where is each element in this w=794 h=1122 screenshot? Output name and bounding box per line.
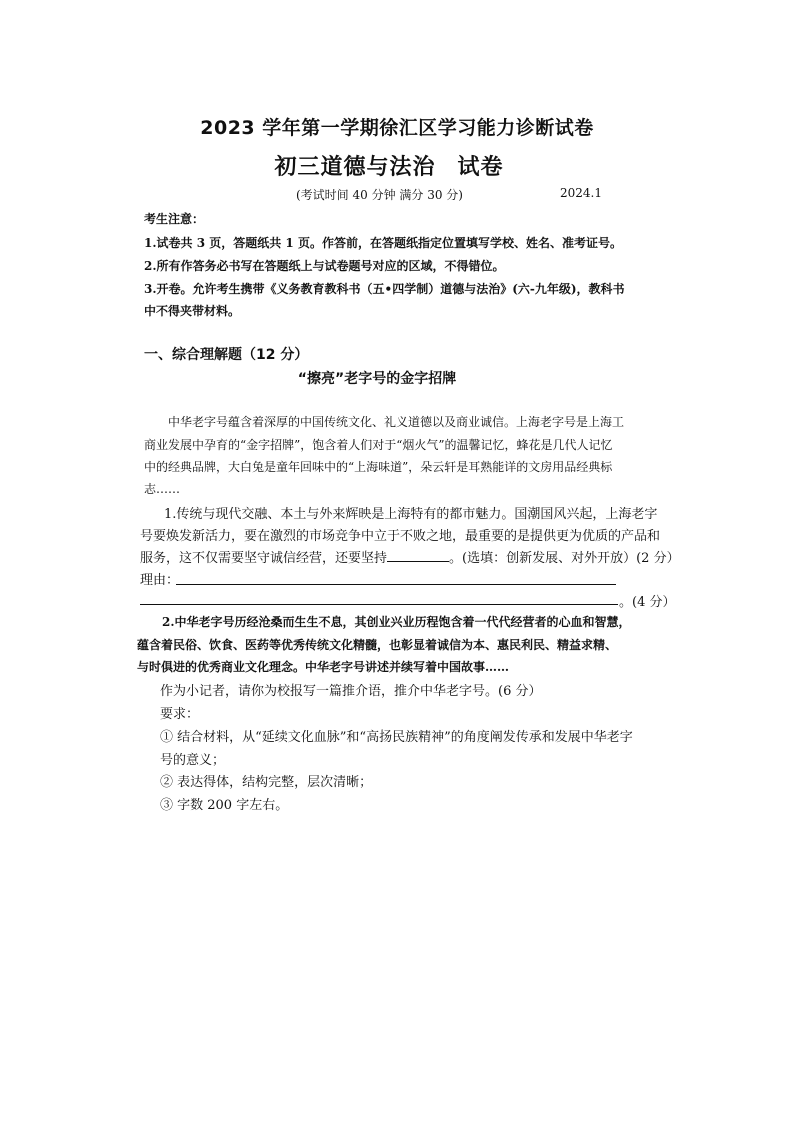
requirement-item: ③ 字数 200 字左右。 (160, 798, 289, 813)
material-line: 中华老字号蕴含着深厚的中国传统文化、礼义道德以及商业诚信。上海老字号是上海工 (168, 415, 625, 429)
requirement-item: 号的意义； (160, 753, 226, 768)
material-title: “擦亮”老字号的金字招牌 (297, 371, 457, 387)
answer-blank[interactable] (387, 549, 449, 562)
question-2-line: 与时俱进的优秀商业文化理念。中华老字号讲述并续写着中国故事…… (137, 660, 510, 674)
material-line: 中的经典品牌，大白兔是童年回味中的“上海味道”，朵云轩是耳熟能详的文房用品经典标 (144, 460, 613, 474)
subtitle-paper: 试卷 (457, 155, 504, 180)
question-2-line: 2.中华老字号历经沧桑而生生不息，其创业兴业历程饱含着一代代经营者的心血和智慧， (162, 615, 631, 629)
reason-answer-line[interactable] (140, 604, 618, 605)
requirement-item: ① 结合材料，从“延续文化血脉”和“高扬民族精神”的角度阐发传承和发展中华老字 (160, 730, 633, 745)
note-item: 中不得夹带材料。 (144, 304, 241, 318)
exam-subtitle (0, 150, 786, 181)
requirement-item: ② 表达得体，结构完整，层次清晰； (160, 775, 373, 790)
question-1-text: 服务，这不仅需要坚守诚信经营，还要坚持 (140, 551, 388, 566)
reason-answer-line[interactable] (176, 584, 616, 585)
material-line: 志…… (144, 482, 181, 496)
note-item: 3.开卷。允许考生携带《义务教育教科书（五•四学制）道德与法治》(六-九年级)，教科书 (144, 282, 625, 296)
question-2-task: 作为小记者，请你为校报写一篇推介语，推介中华老字号。(6 分） (160, 684, 542, 699)
note-item: 2.所有作答务必书写在答题纸上与试卷题号对应的区域，不得错位。 (144, 259, 505, 273)
exam-info: (考试时间 40 分钟 满分 30 分) (296, 188, 463, 202)
material-line: 商业发展中孕育的“金字招牌”，饱含着人们对于“烟火气”的温馨记忆，蜂花是几代人记忆 (144, 438, 613, 452)
question-1-line: 1.传统与现代交融、本土与外来辉映是上海特有的都市魅力。国潮国风兴起，上海老字 (164, 507, 658, 522)
requirements-heading: 要求： (160, 707, 200, 722)
exam-title: 2023 学年第一学期徐汇区学习能力诊断试卷 (200, 117, 594, 139)
reason-label: 理由： (140, 573, 180, 588)
subtitle-subject: 初三道德与法治 (274, 155, 436, 180)
exam-date: 2024.1 (560, 186, 602, 200)
section-heading: 一、综合理解题（12 分） (144, 347, 309, 363)
question-1-line: 号要焕发新活力，要在激烈的市场竞争中立于不败之地，最重要的是提供更为优质的产品和 (140, 529, 661, 544)
reason-score: 。(4 分） (619, 595, 676, 610)
question-1-options: 。(选填：创新发展、对外开放）(2 分） (449, 551, 680, 566)
question-1-line (140, 547, 680, 566)
note-item: 1.试卷共 3 页，答题纸共 1 页。作答前，在答题纸指定位置填写学校、姓名、准考证号。 (144, 236, 622, 250)
notes-heading: 考生注意： (144, 212, 205, 226)
question-2-line: 蕴含着民俗、饮食、医药等优秀传统文化精髓，也彰显着诚信为本、惠民利民、精益求精、 (137, 638, 618, 652)
